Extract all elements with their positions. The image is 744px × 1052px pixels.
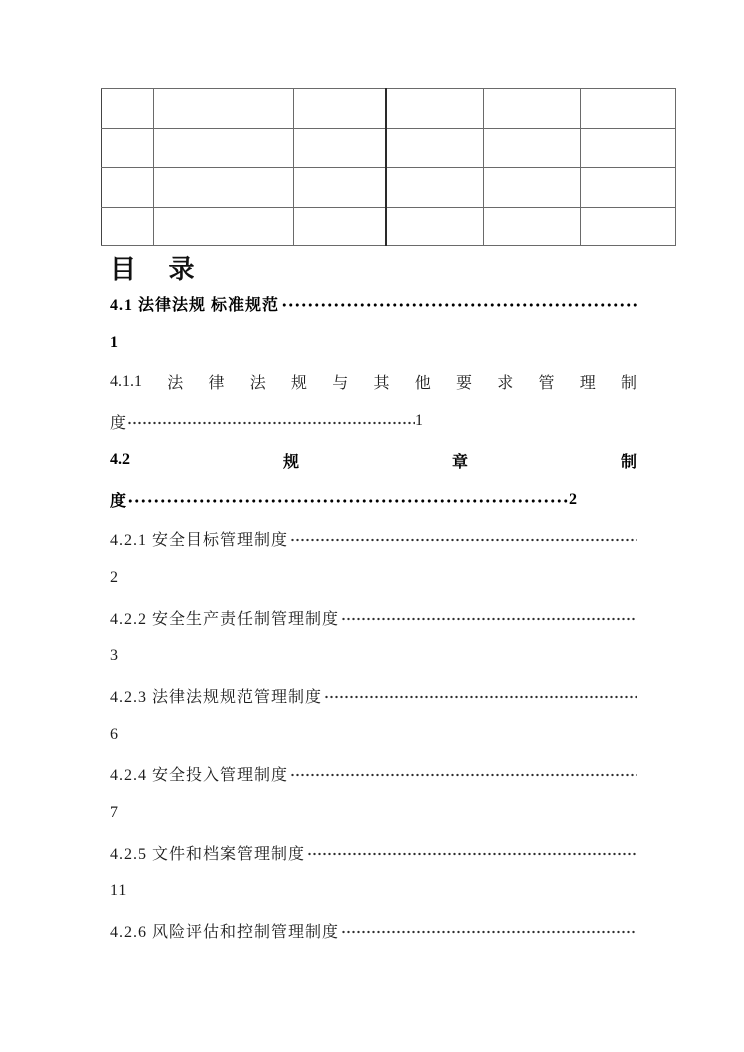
table-cell: [102, 208, 154, 246]
dot-leader: [127, 419, 415, 427]
toc-entry-title: [110, 754, 637, 793]
table-row: [102, 89, 676, 129]
toc-entry-page-line: [110, 950, 637, 989]
table-cell: [154, 208, 294, 246]
toc-title-token: 法: [249, 375, 266, 393]
table-cell: [581, 89, 676, 129]
table-cell: [102, 129, 154, 168]
toc-page-number: 2: [569, 490, 579, 508]
toc-entry-page-line: [110, 558, 637, 597]
table-cell: [386, 208, 484, 246]
toc-title-token: 与: [332, 375, 349, 393]
dot-leader: [290, 536, 637, 544]
toc-page-number: 7: [110, 804, 119, 822]
toc-title-text: 4.1 法律法规 标准规范: [110, 297, 280, 315]
dot-leader: [341, 928, 637, 936]
table-cell: [581, 168, 676, 208]
toc-entry-title: [110, 284, 637, 323]
table-row: [102, 208, 676, 246]
toc-entry-title: [110, 519, 637, 558]
table-cell: [294, 208, 386, 246]
toc-entry-title: [110, 598, 637, 637]
toc-title-token: 理: [579, 375, 596, 393]
table-cell: [294, 129, 386, 168]
toc-entry-page-line: [110, 715, 637, 754]
toc-title-token: 管: [538, 375, 555, 393]
toc-title-text: 4.2.6 风险评估和控制管理制度: [110, 924, 340, 942]
toc-entry-page-line: [110, 323, 637, 362]
dot-leader: [290, 771, 637, 779]
toc-page-number: 1: [110, 333, 119, 351]
table-cell: [484, 89, 581, 129]
dot-leader: [281, 301, 637, 309]
empty-grid-table: [101, 88, 676, 246]
table-cell: [294, 89, 386, 129]
toc-entry-page-line: [110, 480, 637, 519]
toc-title-token: 其: [373, 375, 390, 393]
toc-entry-page-line: [110, 793, 637, 832]
toc-entry-title: [110, 911, 637, 950]
toc-title-token: 要: [455, 375, 472, 393]
toc-page-number: 11: [110, 882, 128, 900]
toc-page-number: 1: [415, 412, 425, 430]
dot-leader: [127, 497, 569, 505]
toc-entry-title: [110, 676, 637, 715]
table-cell: [294, 168, 386, 208]
toc-title-token: 法: [167, 375, 184, 393]
toc-list: [110, 284, 637, 989]
table-cell: [102, 168, 154, 208]
table-cell: [154, 89, 294, 129]
table-body: [102, 89, 676, 246]
toc-entry-page-line: [110, 402, 637, 441]
toc-heading: 目 录: [110, 255, 208, 284]
toc-entry-page-line: [110, 637, 637, 676]
table-cell: [484, 129, 581, 168]
table-cell: [581, 208, 676, 246]
table-cell: [484, 168, 581, 208]
toc-title-token: 规: [282, 453, 299, 471]
table-cell: [386, 168, 484, 208]
toc-title-token: 求: [497, 375, 514, 393]
toc-entry-page-line: [110, 872, 637, 911]
toc-page-number: 2: [110, 568, 119, 586]
toc-title-token: 制: [620, 453, 637, 471]
table-cell: [484, 208, 581, 246]
toc-title-token: 制: [620, 375, 637, 393]
toc-title-token: 4.2: [110, 451, 130, 469]
toc-title-text: 4.2.5 文件和档案管理制度: [110, 845, 306, 863]
toc-page-number: 6: [110, 725, 119, 743]
table-cell: [154, 168, 294, 208]
toc-title-token: 章: [451, 453, 468, 471]
toc-page-number: 3: [110, 647, 119, 665]
toc-entry-title: [110, 833, 637, 872]
toc-title-text: 4.2.2 安全生产责任制管理制度: [110, 610, 340, 628]
table-cell: [154, 129, 294, 168]
toc-entry-title: [110, 441, 637, 480]
table-cell: [581, 129, 676, 168]
table-cell: [386, 89, 484, 129]
toc-carry-text: 度: [110, 414, 128, 432]
dot-leader: [307, 850, 637, 858]
toc-title-token: 4.1.1: [110, 372, 142, 390]
toc-title-text: 4.2.3 法律法规规范管理制度: [110, 688, 323, 706]
toc-title-token: 律: [208, 375, 225, 393]
dot-leader: [341, 615, 637, 623]
dot-leader: [324, 693, 637, 701]
toc-carry-text: 度: [110, 493, 128, 511]
toc-entry-title: [110, 362, 637, 401]
table-row: [102, 129, 676, 168]
table-cell: [386, 129, 484, 168]
table-cell: [102, 89, 154, 129]
table-row: [102, 168, 676, 208]
toc-title-token: 规: [290, 375, 307, 393]
toc-title-token: 他: [414, 375, 431, 393]
toc-title-text: 4.2.4 安全投入管理制度: [110, 767, 289, 785]
toc-title-text: 4.2.1 安全目标管理制度: [110, 532, 289, 550]
